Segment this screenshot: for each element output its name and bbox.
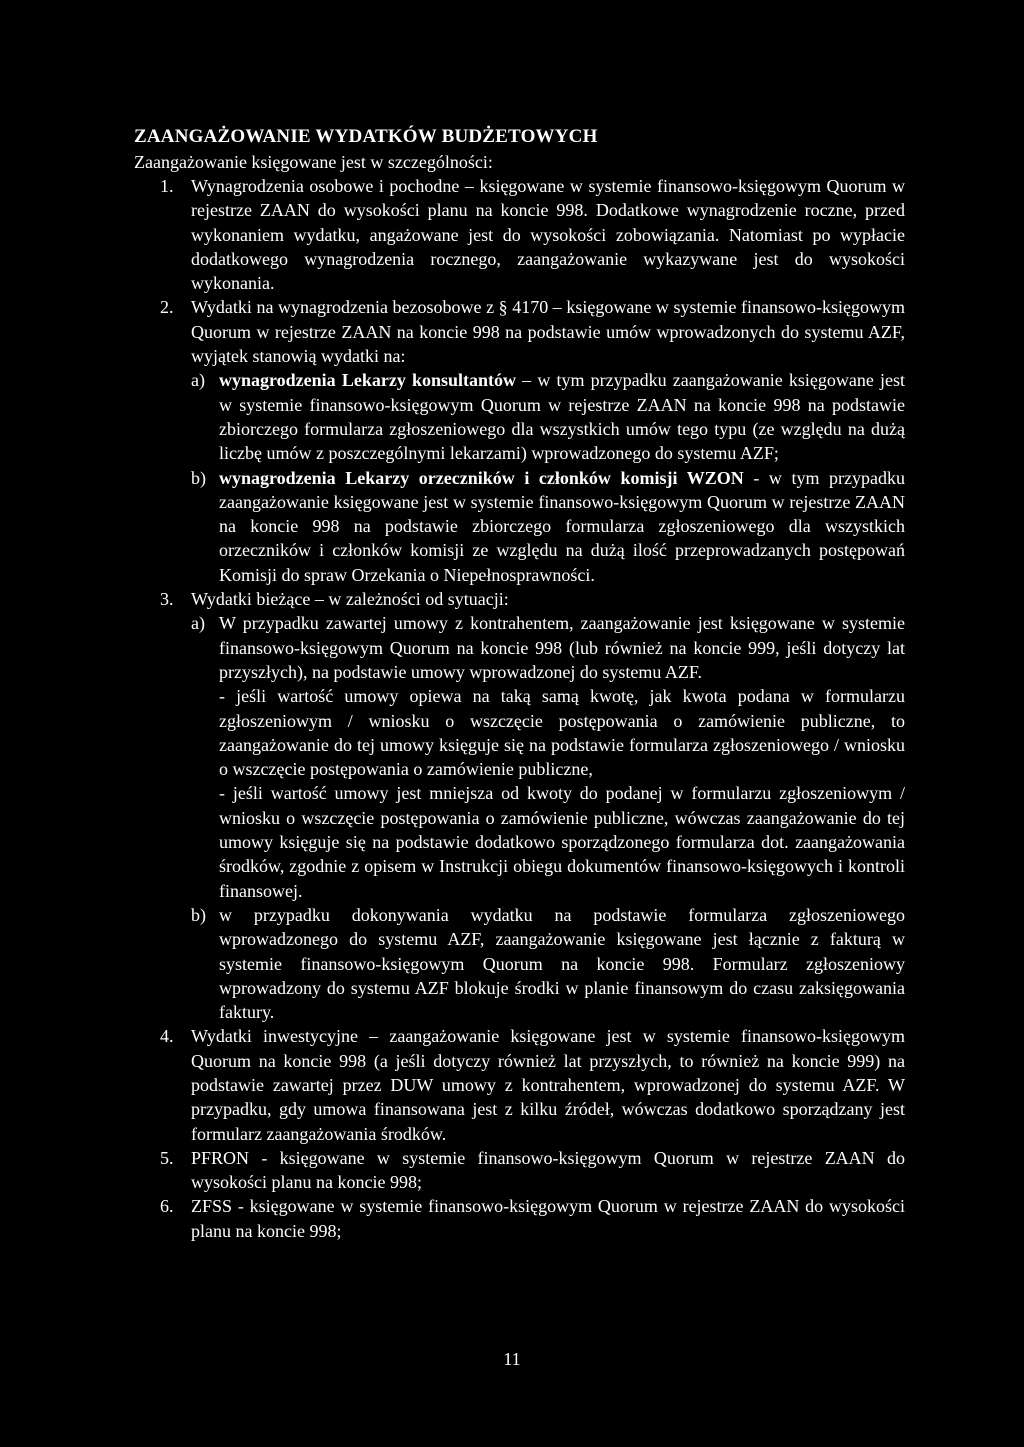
sub-item-bold-text: wynagrodzenia Lekarzy konsultantów <box>219 370 517 391</box>
intro-text: Zaangażowanie księgowane jest w szczególności: <box>134 152 493 172</box>
sub-item-text: – w tym przypadku zaangażowanie księgowane jest w systemie finansowo-księgowym Quorum w rejestrze ZAAN na koncie 998 na podstawie zbiorczego formularza zgłoszeniowego dla wszystkich umów tego typu (ze względu na dużą liczbę umów z poszczególnymi lekarzami) wprowadzonego do systemu AZF; <box>219 370 905 464</box>
sub-item-text: - w tym przypadku zaangażowanie księgowane jest w systemie finansowo-księgowym Quorum w rejestrze ZAAN na koncie 998 na podstawie zbiorczego formularza zgłoszeniowego dla wszystkich orzeczników i członków komisji ze względu na dużą ilość przeprowadzanych postępowań Komisji do spraw Orzekania o Niepełnosprawności. <box>219 467 905 585</box>
item-text: Wynagrodzenia osobowe i pochodne – księgowane w systemie finansowo-księgowym Quorum w rejestrze ZAAN do wysokości planu na koncie 998. Dodatkowe wynagrodzenie roczne, przed wykonaniem wydatku, angażowane jest do wysokości zobowiązania. Natomiast po wypłacie dodatkowego wynagrodzenia rocznego, zaangażowanie wykazywane jest do wysokości wykonania. <box>191 176 905 294</box>
item-number: 6. <box>160 1196 174 1217</box>
list-item-4 <box>160 1024 905 1145</box>
item-number: 4. <box>160 1026 174 1047</box>
item-text: Wydatki bieżące – w zależności od sytuacji: <box>191 589 509 610</box>
sub-item-text: W przypadku zawartej umowy z kontrahentem, zaangażowanie jest księgowane w systemie finansowo-księgowym Quorum na koncie 998 (lub również na koncie 999, jeśli dotyczy lat przyszłych), na podstawie umowy wprowadzonej do systemu AZF. <box>219 613 905 682</box>
item-text: Wydatki na wynagrodzenia bezosobowe z § 4170 – księgowane w systemie finansowo-księgowym Quorum w rejestrze ZAAN na koncie 998 na podstawie umów wprowadzonych do systemu AZF, wyjątek stanowią wydatki na: <box>191 297 905 367</box>
item-number: 2. <box>160 297 174 318</box>
page-number: 11 <box>503 1349 521 1369</box>
sub-item-note-lower: - jeśli wartość umowy jest mniejsza od kwoty do podanej w formularzu zgłoszeniowym / wniosku o wszczęcie postępowania o zamówienie publiczne, wówczas zaangażowanie do tej umowy księguje się na podstawie dodatkowo sporządzonego formularza dot. zaangażowania środków, zgodnie z opisem w Instrukcji obiegu dokumentów finansowo-księgowych i kontroli finansowej. <box>219 783 905 901</box>
sub-item-a <box>191 368 905 465</box>
item-number: 5. <box>160 1147 174 1168</box>
list-item-3 <box>160 587 905 1024</box>
item-text: Wydatki inwestycyjne – zaangażowanie księgowane jest w systemie finansowo-księgowym Quorum na koncie 998 (a jeśli dotyczy również lat przyszłych, to również na koncie 999) na podstawie zawartej przez DUW umowy z kontrahentem, wprowadzonej do systemu AZF. W przypadku, gdy umowa finansowana jest z kilku źródeł, wówczas dodatkowo sporządzany jest formularz zaangażowania środków. <box>191 1026 905 1144</box>
sub-item-label: b) <box>191 467 206 488</box>
sub-item-a <box>191 611 905 903</box>
list-item-1 <box>160 174 905 295</box>
sub-item-label: b) <box>191 904 206 925</box>
sub-item-bold-text: wynagrodzenia Lekarzy orzeczników i członków komisji WZON <box>219 467 744 488</box>
section-heading: ZAANGAŻOWANIE WYDATKÓW BUDŻETOWYCH <box>134 126 598 147</box>
sub-item-label: a) <box>191 613 205 634</box>
list-item-6 <box>160 1194 905 1243</box>
item-text: PFRON - księgowane w systemie finansowo-księgowym Quorum w rejestrze ZAAN do wysokości planu na koncie 998; <box>191 1147 905 1193</box>
sub-item-b <box>191 466 905 587</box>
list-item-5 <box>160 1146 905 1195</box>
item-number: 3. <box>160 589 174 610</box>
item-text: ZFSS - księgowane w systemie finansowo-księgowym Quorum w rejestrze ZAAN do wysokości planu na koncie 998; <box>191 1196 905 1241</box>
sub-item-note-equal: - jeśli wartość umowy opiewa na taką samą kwotę, jak kwota podana w formularzu zgłoszeniowym / wniosku o wszczęcie postępowania o zamówienie publiczne, to zaangażowanie do tej umowy księguje się na podstawie formularza zgłoszeniowego / wniosku o wszczęcie postępowania o zamówienie publiczne, <box>219 686 905 780</box>
sub-item-label: a) <box>191 370 205 391</box>
sub-item-text: w przypadku dokonywania wydatku na podstawie formularza zgłoszeniowego wprowadzonego do systemu AZF, zaangażowanie księgowane jest łącznie z fakturą w systemie finansowo-księgowym Quorum na koncie 998. Formularz zgłoszeniowy wprowadzony do systemu AZF blokuje środki w planie finansowym do czasu zaksięgowania faktury. <box>219 904 905 1023</box>
item-number: 1. <box>160 176 174 196</box>
item-list <box>160 174 905 1243</box>
sub-item-b <box>191 903 905 1024</box>
list-item-2 <box>160 295 905 587</box>
